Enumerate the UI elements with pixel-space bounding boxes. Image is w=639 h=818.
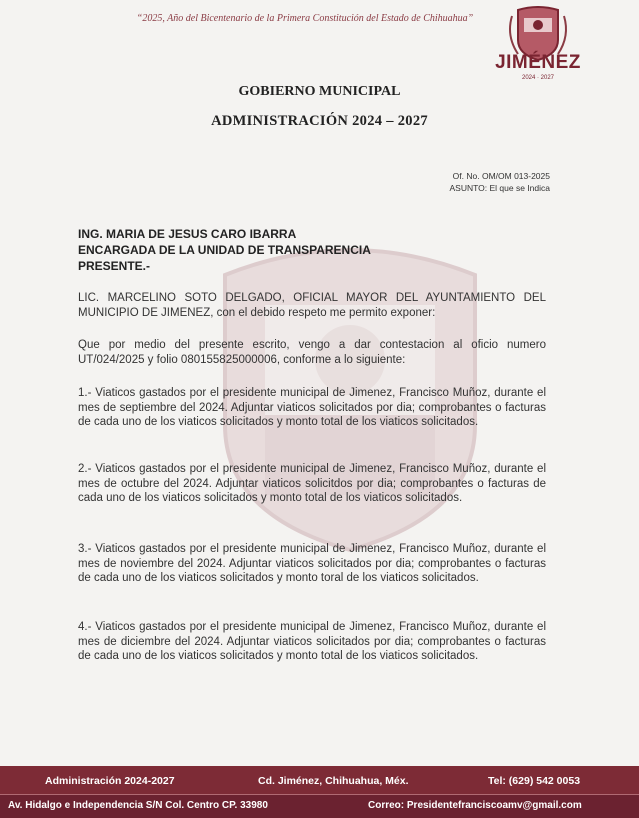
asunto-line: ASUNTO: El que se Indica [449, 183, 550, 193]
recipient-name: ING. MARIA DE JESUS CARO IBARRA [78, 227, 297, 241]
recipient-block [78, 226, 371, 274]
recipient-presente: PRESENTE.- [78, 259, 151, 273]
footer-divider [0, 794, 639, 795]
recipient-role: ENCARGADA DE LA UNIDAD DE TRANSPARENCIA [78, 243, 371, 257]
request-item-4: 4.- Viaticos gastados por el presidente municipal de Jimenez, Francisco Muñoz, durante el mes de diciembre del 2024. Adjuntar viaticos solicitados por dia; comprobantes o facturas de cada uno de los viaticos solicitados y monto total de los viaticos solicitados. [78, 621, 546, 662]
oficio-number: Of. No. OM/OM 013-2025 [452, 171, 550, 181]
footer-administration: Administración 2024-2027 [45, 775, 175, 787]
logo-years: 2024 · 2027 [521, 75, 555, 81]
purpose-paragraph: Que por medio del presente escrito, vengo a dar contestacion al oficio numero UT/024/2025 y folio 080155825000006, conforme a lo siguiente: [78, 339, 546, 366]
footer-email: Correo: Presidentefranciscoamv@gmail.com [368, 800, 582, 811]
request-item-2: 2.- Viaticos gastados por el presidente municipal de Jimenez, Francisco Muñoz, durante el mes de octubre del 2024. Adjuntar viaticos solicitdos por dia; comprobantes o facturas de cada uno de los viaticos solicitados y monto total de los viaticos solicitados. [78, 463, 546, 504]
footer-phone: Tel: (629) 542 0053 [488, 775, 581, 787]
footer-address: Av. Hidalgo e Independencia S/N Col. Centro CP. 33980 [8, 800, 268, 811]
footer-city: Cd. Jiménez, Chihuahua, Méx. [258, 775, 409, 787]
intro-paragraph: LIC. MARCELINO SOTO DELGADO, OFICIAL MAYOR DEL AYUNTAMIENTO DEL MUNICIPIO DE JIMENEZ, con el debido respeto me permito exponer: [78, 292, 546, 319]
request-item-1: 1.- Viaticos gastados por el presidente municipal de Jimenez, Francisco Muñoz, durante el mes de septiembre del 2024. Adjuntar viaticos solicitados por dia; comprobantes o facturas de cada uno de los viaticos solicitados y monto total de los viaticos solicitados. [78, 387, 546, 428]
header-slogan: “2025, Año del Bicentenario de la Primera Constitución del Estado de Chihuahua” [136, 13, 474, 24]
government-title: GOBIERNO MUNICIPAL [238, 84, 401, 99]
logo-wordmark: JIMÉNEZ [495, 52, 581, 73]
administration-title: ADMINISTRACIÓN 2024 – 2027 [211, 113, 428, 129]
request-item-3: 3.- Viaticos gastados por el presidente municipal de Jimenez, Francisco Muñoz, durante el mes de noviembre del 2024. Adjuntar viaticos solicitados por dia; comprobantes o facturas de cada uno de los viaticos solicitados y monto toral de los viaticos solicitados. [78, 543, 546, 584]
